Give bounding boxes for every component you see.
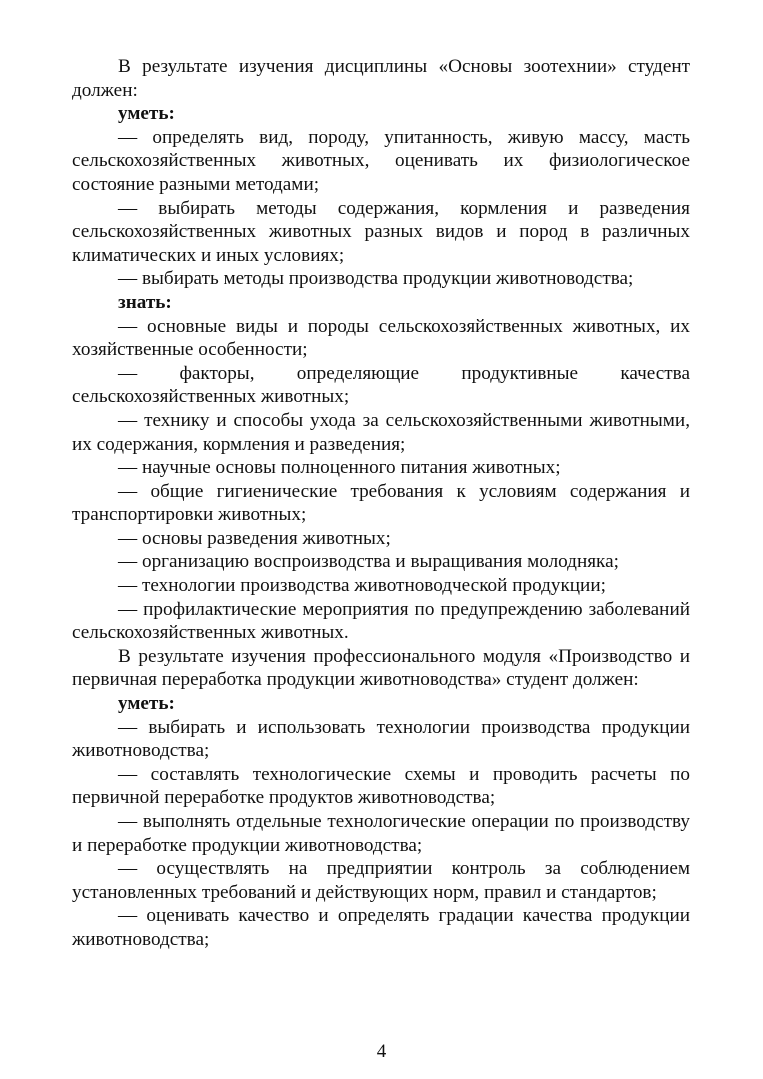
section1-knowledge-item: — технологии производства животноводческой продукции;	[118, 575, 606, 597]
section2-skill-item: — выполнять отдельные технологические операции по производству и переработке продукции животноводства;	[72, 811, 690, 856]
section1-skill-item: — выбирать методы содержания, кормления и разведения сельскохозяйственных животных разных видов и пород в различных климатических и иных условиях;	[72, 197, 690, 266]
section2-skill-item: — составлять технологические схемы и проводить расчеты по первичной переработке продуктов животноводства;	[72, 763, 690, 809]
section1-skills-heading: уметь:	[118, 103, 175, 125]
section1-knowledge-item: — основы разведения животных;	[118, 527, 391, 549]
section1-intro: В результате изучения дисциплины «Основы зоотехнии» студент должен:	[72, 56, 690, 101]
document-page	[72, 55, 690, 952]
section1-knowledge-item: — научные основы полноценного питания животных;	[118, 457, 561, 479]
section1-knowledge-item: — основные виды и породы сельскохозяйственных животных, их хозяйственные особенности;	[72, 315, 690, 361]
section2-skill-item: — оценивать качество и определять градации качества продукции животноводства;	[72, 905, 690, 950]
section1-skill-item: — выбирать методы производства продукции животноводства;	[118, 268, 634, 290]
section2-skill-item: — осуществлять на предприятии контроль за соблюдением установленных требований и действующих норм, правил и стандартов;	[72, 858, 690, 903]
section1-knowledge-item: — профилактические мероприятия по предупреждению заболеваний сельскохозяйственных животных.	[72, 598, 690, 644]
section1-knowledge-item: — общие гигиенические требования к условиям содержания и транспортировки животных;	[72, 480, 690, 526]
section2-skill-item: — выбирать и использовать технологии производства продукции животноводства;	[72, 716, 690, 762]
section2-intro: В результате изучения профессионального модуля «Производство и первичная переработка продукции животноводства» студент должен:	[72, 645, 690, 691]
section1-knowledge-item: — технику и способы ухода за сельскохозяйственными животными, их содержания, кормления и разведения;	[72, 409, 690, 455]
section1-knowledge-item: — организацию воспроизводства и выращивания молодняка;	[118, 551, 619, 573]
section1-skill-item: — определять вид, породу, упитанность, живую массу, масть сельскохозяйственных животных, оценивать их физиологическое состояние разными методами;	[72, 126, 690, 195]
section1-knowledge-heading: знать:	[118, 291, 172, 313]
section1-knowledge-item: — факторы, определяющие продуктивные качества сельскохозяйственных животных;	[72, 362, 690, 408]
section2-skills-heading: уметь:	[118, 693, 175, 715]
page-number: 4	[376, 1041, 387, 1062]
